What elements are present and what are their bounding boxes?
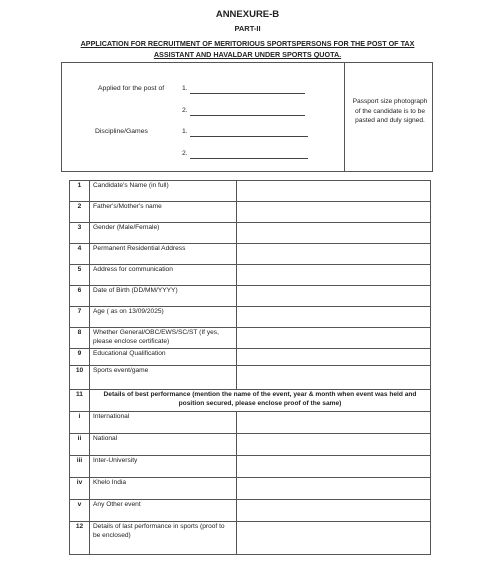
- discipline-1-number: 1.: [182, 128, 188, 135]
- row-number: 4: [70, 244, 90, 265]
- row-label: Sports event/game: [90, 366, 237, 390]
- table-row: [70, 478, 431, 500]
- row-value-field[interactable]: [237, 434, 431, 456]
- row-label: Details of last performance in sports (proof to be enclosed): [90, 522, 237, 555]
- row-number: 11: [70, 390, 90, 412]
- form-heading-line-1: APPLICATION FOR RECRUITMENT OF MERITORIOUS SPORTSPERSONS FOR THE POST OF TAX: [80, 39, 415, 48]
- table-row: [70, 265, 431, 286]
- row-label: National: [90, 434, 237, 456]
- table-row: [70, 202, 431, 223]
- row-number: 7: [70, 307, 90, 328]
- row-value-field[interactable]: [237, 349, 431, 366]
- table-row: [70, 307, 431, 328]
- row-label: Educational Qualification: [90, 349, 237, 366]
- post-1-number: 1.: [182, 85, 188, 92]
- photo-divider: [344, 63, 345, 171]
- part-label: PART-II: [234, 24, 261, 33]
- discipline-2-field[interactable]: [190, 158, 308, 159]
- row-value-field[interactable]: [237, 265, 431, 286]
- table-row: [70, 366, 431, 390]
- row-value-field[interactable]: [237, 478, 431, 500]
- row-number: 9: [70, 349, 90, 366]
- row-label: Father's/Mother's name: [90, 202, 237, 223]
- row-value-field[interactable]: [237, 366, 431, 390]
- table-row: [70, 412, 431, 434]
- post-2-field[interactable]: [190, 115, 305, 116]
- table-row: [70, 244, 431, 265]
- row-number: v: [70, 500, 90, 522]
- row-number: 5: [70, 265, 90, 286]
- row-value-field[interactable]: [237, 202, 431, 223]
- row-number: 3: [70, 223, 90, 244]
- table-row: [70, 522, 431, 555]
- row-number: ii: [70, 434, 90, 456]
- row-value-field[interactable]: [237, 328, 431, 349]
- row-number: 2: [70, 202, 90, 223]
- row-number: 1: [70, 181, 90, 202]
- row-value-field[interactable]: [237, 244, 431, 265]
- discipline-1-field[interactable]: [190, 136, 308, 137]
- row-number: i: [70, 412, 90, 434]
- table-row: [70, 181, 431, 202]
- row-value-field[interactable]: [237, 500, 431, 522]
- row-label: International: [90, 412, 237, 434]
- row-value-field[interactable]: [237, 412, 431, 434]
- row-label: Date of Birth (DD/MM/YYYY): [90, 286, 237, 307]
- photo-instructions: Passport size photograph of the candidate is to be pasted and duly signed.: [352, 98, 428, 124]
- table-row: [70, 223, 431, 244]
- table-row: [70, 500, 431, 522]
- row-value-field[interactable]: [237, 307, 431, 328]
- row-number: 6: [70, 286, 90, 307]
- row-number: iii: [70, 456, 90, 478]
- row-label: Any Other event: [90, 500, 237, 522]
- row-label: Inter-University: [90, 456, 237, 478]
- row-value-field[interactable]: [237, 181, 431, 202]
- form-heading: [0, 38, 495, 60]
- row-value-field[interactable]: [237, 286, 431, 307]
- row-label: Address for communication: [90, 265, 237, 286]
- post-2-number: 2.: [182, 107, 188, 114]
- best-performance-heading: Details of best performance (mention the name of the event, year & month when event was held and position secured, please enclose proof of the same): [90, 390, 431, 412]
- row-label: Whether General/OBC/EWS/SC/ST (If yes, please enclose certificate): [90, 328, 237, 349]
- row-number: iv: [70, 478, 90, 500]
- discipline-label: Discipline/Games: [95, 128, 148, 135]
- table-row: [70, 349, 431, 366]
- row-label: Khelo India: [90, 478, 237, 500]
- discipline-2-number: 2.: [182, 150, 188, 157]
- row-label: Gender (Male/Female): [90, 223, 237, 244]
- details-table: [69, 180, 431, 555]
- row-label: Candidate's Name (in full): [90, 181, 237, 202]
- annexure-title: ANNEXURE-B: [215, 9, 280, 20]
- form-heading-line-2: ASSISTANT AND HAVALDAR UNDER SPORTS QUOTA.: [153, 50, 342, 59]
- table-row: [70, 286, 431, 307]
- application-box: [61, 62, 433, 172]
- applied-post-label: Applied for the post of: [98, 85, 165, 92]
- table-row: [70, 328, 431, 349]
- row-value-field[interactable]: [237, 522, 431, 555]
- row-number: 10: [70, 366, 90, 390]
- table-row: [70, 390, 431, 412]
- row-value-field[interactable]: [237, 456, 431, 478]
- row-number: 12: [70, 522, 90, 555]
- row-label: Age ( as on 13/09/2025): [90, 307, 237, 328]
- post-1-field[interactable]: [190, 93, 305, 94]
- row-value-field[interactable]: [237, 223, 431, 244]
- table-row: [70, 456, 431, 478]
- row-number: 8: [70, 328, 90, 349]
- row-label: Permanent Residential Address: [90, 244, 237, 265]
- table-row: [70, 434, 431, 456]
